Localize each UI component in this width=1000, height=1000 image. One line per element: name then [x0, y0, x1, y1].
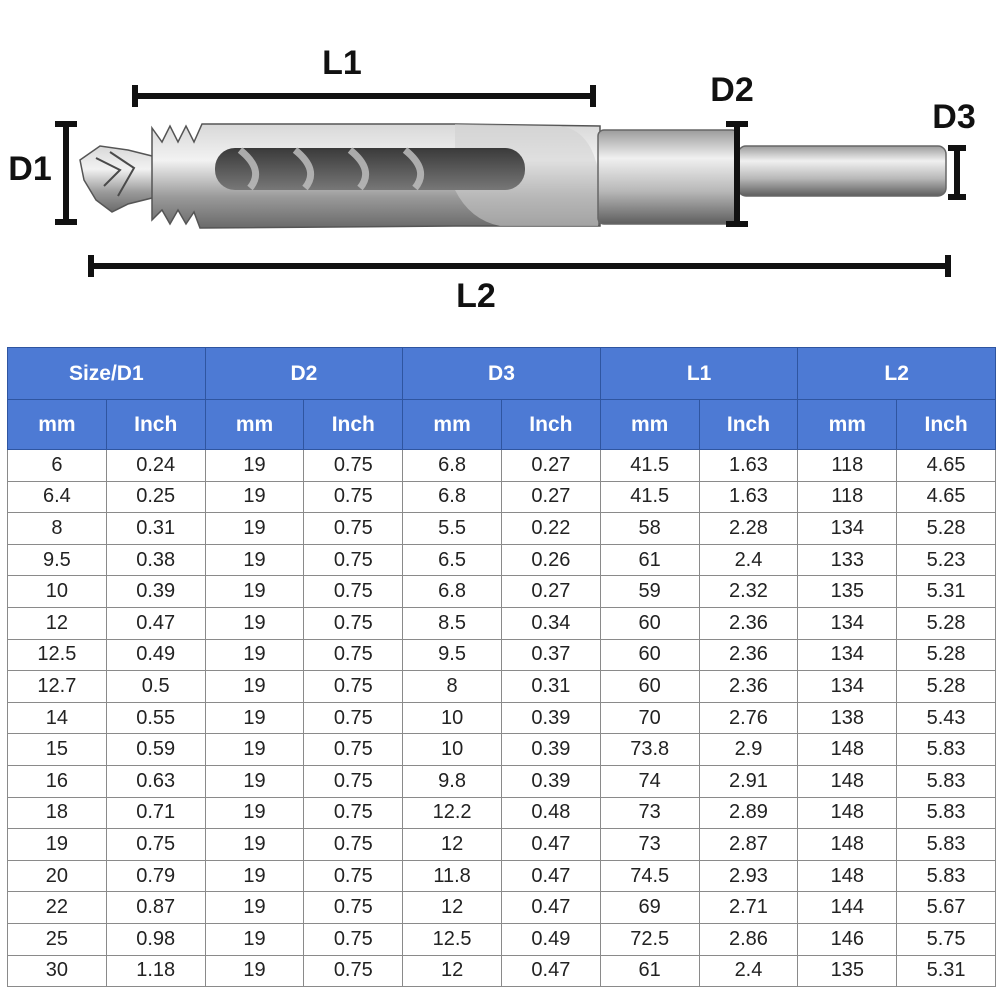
- unit-header: mm: [205, 400, 304, 450]
- d1-label: D1: [8, 150, 52, 188]
- table-cell: 25: [8, 923, 107, 955]
- table-cell: 8: [403, 671, 502, 703]
- table-cell: 5.43: [897, 702, 996, 734]
- table-cell: 138: [798, 702, 897, 734]
- table-cell: 9.5: [8, 544, 107, 576]
- table-cell: 4.65: [897, 481, 996, 513]
- table-cell: 0.75: [304, 734, 403, 766]
- table-row: [8, 544, 996, 576]
- table-cell: 0.75: [304, 481, 403, 513]
- table-cell: 0.38: [106, 544, 205, 576]
- table-cell: 146: [798, 923, 897, 955]
- table-cell: 2.36: [699, 671, 798, 703]
- table-cell: 133: [798, 544, 897, 576]
- table-cell: 0.71: [106, 797, 205, 829]
- table-row: [8, 481, 996, 513]
- table-cell: 73: [600, 829, 699, 861]
- unit-header: Inch: [304, 400, 403, 450]
- drill-tip: [80, 146, 160, 212]
- table-cell: 5.28: [897, 607, 996, 639]
- table-cell: 0.39: [501, 702, 600, 734]
- table-cell: 19: [205, 955, 304, 987]
- table-cell: 19: [205, 544, 304, 576]
- table-row: [8, 450, 996, 482]
- table-cell: 30: [8, 955, 107, 987]
- table-cell: 70: [600, 702, 699, 734]
- table-cell: 5.5: [403, 513, 502, 545]
- table-cell: 0.59: [106, 734, 205, 766]
- unit-header: Inch: [699, 400, 798, 450]
- table-cell: 1.18: [106, 955, 205, 987]
- table-row: [8, 860, 996, 892]
- table-row: [8, 639, 996, 671]
- table-cell: 0.39: [501, 765, 600, 797]
- header-size-d1: Size/D1: [8, 348, 206, 400]
- unit-header: Inch: [106, 400, 205, 450]
- table-cell: 0.39: [501, 734, 600, 766]
- table-cell: 134: [798, 639, 897, 671]
- table-cell: 148: [798, 860, 897, 892]
- unit-header-row: [8, 400, 996, 450]
- table-cell: 1.63: [699, 481, 798, 513]
- table-cell: 2.71: [699, 892, 798, 924]
- table-cell: 5.83: [897, 765, 996, 797]
- table-cell: 5.28: [897, 671, 996, 703]
- table-cell: 0.79: [106, 860, 205, 892]
- table-cell: 12.5: [8, 639, 107, 671]
- table-cell: 19: [205, 450, 304, 482]
- table-cell: 0.47: [501, 829, 600, 861]
- group-header-row: [8, 348, 996, 400]
- table-cell: 0.34: [501, 607, 600, 639]
- header-l2: L2: [798, 348, 996, 400]
- shank: [738, 146, 946, 196]
- table-cell: 19: [205, 765, 304, 797]
- unit-header: mm: [403, 400, 502, 450]
- table-cell: 61: [600, 955, 699, 987]
- table-cell: 19: [205, 734, 304, 766]
- unit-header: mm: [600, 400, 699, 450]
- table-cell: 135: [798, 955, 897, 987]
- table-cell: 148: [798, 765, 897, 797]
- unit-header: Inch: [897, 400, 996, 450]
- mortise-chisel-bit: [80, 124, 946, 228]
- table-cell: 5.31: [897, 955, 996, 987]
- l1-label: L1: [322, 44, 362, 82]
- table-cell: 4.65: [897, 450, 996, 482]
- table-cell: 0.37: [501, 639, 600, 671]
- table-cell: 0.75: [304, 544, 403, 576]
- table-cell: 11.8: [403, 860, 502, 892]
- chisel-slot: [215, 148, 525, 190]
- table-cell: 19: [205, 797, 304, 829]
- table-cell: 2.89: [699, 797, 798, 829]
- table-row: [8, 671, 996, 703]
- table-cell: 148: [798, 734, 897, 766]
- table-cell: 10: [8, 576, 107, 608]
- table-cell: 0.75: [304, 955, 403, 987]
- table-cell: 0.31: [501, 671, 600, 703]
- table-cell: 19: [205, 513, 304, 545]
- table-cell: 0.26: [501, 544, 600, 576]
- table-cell: 12: [403, 955, 502, 987]
- table-cell: 0.75: [304, 513, 403, 545]
- table-row: [8, 576, 996, 608]
- table-cell: 0.75: [304, 797, 403, 829]
- table-cell: 6.8: [403, 450, 502, 482]
- table-cell: 0.75: [304, 765, 403, 797]
- table-cell: 134: [798, 607, 897, 639]
- table-cell: 8.5: [403, 607, 502, 639]
- table-row: [8, 797, 996, 829]
- table-row: [8, 955, 996, 987]
- table-cell: 0.75: [304, 671, 403, 703]
- table-cell: 2.91: [699, 765, 798, 797]
- table-cell: 5.28: [897, 639, 996, 671]
- table-cell: 0.75: [106, 829, 205, 861]
- table-cell: 2.36: [699, 639, 798, 671]
- table-cell: 5.75: [897, 923, 996, 955]
- table-cell: 144: [798, 892, 897, 924]
- table-cell: 74.5: [600, 860, 699, 892]
- table-row: [8, 734, 996, 766]
- table-cell: 0.47: [501, 860, 600, 892]
- table-cell: 0.75: [304, 576, 403, 608]
- table-cell: 15: [8, 734, 107, 766]
- table-cell: 5.23: [897, 544, 996, 576]
- table-cell: 0.49: [501, 923, 600, 955]
- table-cell: 2.76: [699, 702, 798, 734]
- table-cell: 1.63: [699, 450, 798, 482]
- table-cell: 19: [205, 607, 304, 639]
- table-cell: 0.47: [106, 607, 205, 639]
- table-cell: 0.75: [304, 923, 403, 955]
- table-cell: 72.5: [600, 923, 699, 955]
- table-cell: 118: [798, 481, 897, 513]
- table-cell: 19: [205, 829, 304, 861]
- table-cell: 41.5: [600, 450, 699, 482]
- table-cell: 135: [798, 576, 897, 608]
- table-cell: 12: [403, 892, 502, 924]
- table-cell: 0.75: [304, 607, 403, 639]
- table-cell: 19: [205, 923, 304, 955]
- d2-label: D2: [710, 71, 754, 109]
- table-cell: 61: [600, 544, 699, 576]
- table-cell: 9.8: [403, 765, 502, 797]
- table-cell: 2.87: [699, 829, 798, 861]
- table-cell: 19: [205, 639, 304, 671]
- table-cell: 22: [8, 892, 107, 924]
- table-cell: 0.75: [304, 450, 403, 482]
- table-cell: 0.27: [501, 576, 600, 608]
- table-cell: 0.24: [106, 450, 205, 482]
- table-cell: 134: [798, 513, 897, 545]
- table-cell: 41.5: [600, 481, 699, 513]
- mortise-chisel-diagram: [0, 0, 1000, 330]
- table-cell: 14: [8, 702, 107, 734]
- table-row: [8, 607, 996, 639]
- table-cell: 73.8: [600, 734, 699, 766]
- table-cell: 0.27: [501, 450, 600, 482]
- table-cell: 0.75: [304, 829, 403, 861]
- table-cell: 0.75: [304, 892, 403, 924]
- header-d3: D3: [403, 348, 601, 400]
- table-row: [8, 702, 996, 734]
- header-d2: D2: [205, 348, 403, 400]
- table-cell: 6.5: [403, 544, 502, 576]
- table-cell: 18: [8, 797, 107, 829]
- table-cell: 5.83: [897, 734, 996, 766]
- table-cell: 16: [8, 765, 107, 797]
- table-cell: 60: [600, 639, 699, 671]
- table-cell: 148: [798, 797, 897, 829]
- table-cell: 19: [205, 892, 304, 924]
- table-cell: 12.5: [403, 923, 502, 955]
- table-cell: 69: [600, 892, 699, 924]
- table-row: [8, 513, 996, 545]
- table-cell: 5.28: [897, 513, 996, 545]
- table-cell: 58: [600, 513, 699, 545]
- table-cell: 19: [205, 702, 304, 734]
- table-cell: 19: [205, 860, 304, 892]
- table-cell: 0.48: [501, 797, 600, 829]
- table-cell: 0.47: [501, 955, 600, 987]
- table-cell: 20: [8, 860, 107, 892]
- header-l1: L1: [600, 348, 798, 400]
- table-cell: 2.28: [699, 513, 798, 545]
- table-cell: 6: [8, 450, 107, 482]
- table-cell: 6.4: [8, 481, 107, 513]
- table-cell: 0.87: [106, 892, 205, 924]
- table-cell: 60: [600, 671, 699, 703]
- table-row: [8, 765, 996, 797]
- table-cell: 5.31: [897, 576, 996, 608]
- table-cell: 19: [205, 576, 304, 608]
- table-cell: 0.47: [501, 892, 600, 924]
- table-cell: 2.4: [699, 955, 798, 987]
- table-cell: 5.83: [897, 860, 996, 892]
- table-cell: 60: [600, 607, 699, 639]
- table-cell: 134: [798, 671, 897, 703]
- table-cell: 0.55: [106, 702, 205, 734]
- table-body: [8, 450, 996, 987]
- unit-header: Inch: [501, 400, 600, 450]
- table-cell: 74: [600, 765, 699, 797]
- table-cell: 5.83: [897, 797, 996, 829]
- table-cell: 2.9: [699, 734, 798, 766]
- table-cell: 0.25: [106, 481, 205, 513]
- table-cell: 12.2: [403, 797, 502, 829]
- table-cell: 2.36: [699, 607, 798, 639]
- table-cell: 19: [8, 829, 107, 861]
- table-cell: 59: [600, 576, 699, 608]
- table-row: [8, 892, 996, 924]
- table-cell: 5.67: [897, 892, 996, 924]
- table-cell: 6.8: [403, 576, 502, 608]
- table-cell: 2.4: [699, 544, 798, 576]
- unit-header: mm: [798, 400, 897, 450]
- table-cell: 10: [403, 702, 502, 734]
- table-cell: 0.5: [106, 671, 205, 703]
- table-cell: 6.8: [403, 481, 502, 513]
- table-cell: 5.83: [897, 829, 996, 861]
- table-cell: 12: [403, 829, 502, 861]
- table-cell: 73: [600, 797, 699, 829]
- table-cell: 8: [8, 513, 107, 545]
- table-row: [8, 829, 996, 861]
- table-row: [8, 923, 996, 955]
- table-cell: 0.49: [106, 639, 205, 671]
- table-cell: 118: [798, 450, 897, 482]
- table-cell: 2.86: [699, 923, 798, 955]
- table-cell: 10: [403, 734, 502, 766]
- l2-label: L2: [456, 277, 496, 315]
- table-cell: 9.5: [403, 639, 502, 671]
- table-cell: 0.75: [304, 702, 403, 734]
- table-cell: 0.98: [106, 923, 205, 955]
- table-cell: 0.27: [501, 481, 600, 513]
- table-cell: 19: [205, 671, 304, 703]
- table-cell: 0.75: [304, 639, 403, 671]
- collar: [598, 130, 738, 224]
- table-cell: 148: [798, 829, 897, 861]
- size-specification-table: [7, 347, 996, 987]
- table-cell: 19: [205, 481, 304, 513]
- unit-header: mm: [8, 400, 107, 450]
- table-cell: 0.39: [106, 576, 205, 608]
- table-cell: 12.7: [8, 671, 107, 703]
- d3-label: D3: [932, 98, 976, 136]
- table-cell: 2.32: [699, 576, 798, 608]
- table-cell: 0.63: [106, 765, 205, 797]
- table-cell: 0.22: [501, 513, 600, 545]
- table-cell: 2.93: [699, 860, 798, 892]
- table-cell: 12: [8, 607, 107, 639]
- table-cell: 0.31: [106, 513, 205, 545]
- table-cell: 0.75: [304, 860, 403, 892]
